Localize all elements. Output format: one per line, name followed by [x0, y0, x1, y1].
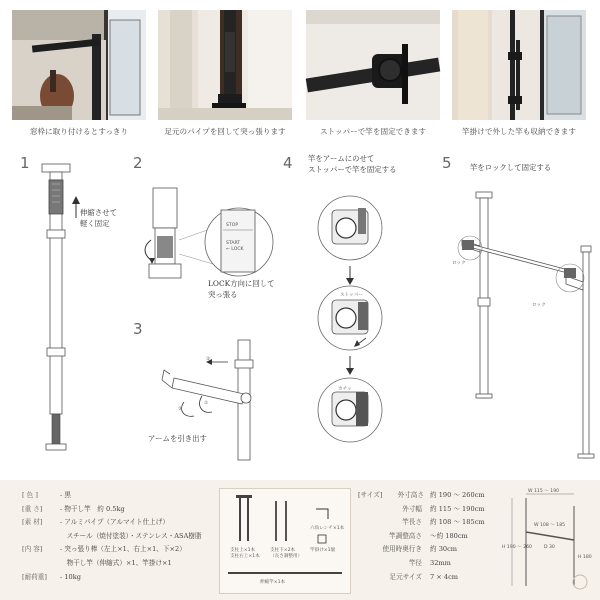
- step-3-number: 3: [133, 320, 143, 338]
- size-diagram-h: H 190 ～ 260: [502, 545, 532, 550]
- spec-key: [重 さ]: [22, 504, 43, 513]
- parts-diagram: [219, 488, 351, 594]
- size-row: [358, 503, 485, 517]
- parts-label-hanger: 竿掛け×1個: [310, 548, 336, 553]
- spec-key: [耐荷重]: [22, 572, 47, 581]
- step-1-note-line1: 伸縮させて: [80, 208, 117, 217]
- step-4-click-label: カチッ: [338, 387, 352, 392]
- size-diagram-d: D 30: [544, 545, 555, 550]
- size-key: 使用時奥行き: [382, 545, 422, 554]
- size-key: 竿径: [408, 558, 422, 567]
- size-key: [サイズ]: [358, 491, 383, 499]
- step-5-lock-label-right: ロック: [532, 303, 546, 308]
- spec-value: - 突っ張り棒（左上×1、右上×1、下×2）: [60, 545, 186, 554]
- spec-key: [素 材]: [22, 518, 43, 527]
- step-2-note-line1: LOCK方向に回して: [208, 279, 275, 288]
- step-3-mark-1: ①: [204, 401, 209, 406]
- spec-key: [22, 530, 60, 544]
- spec-row-contents: [22, 543, 202, 557]
- size-diagram-h-in: H 180: [578, 555, 592, 560]
- step-5-number: 5: [442, 154, 452, 172]
- size-value: 約 190 ～ 260cm: [430, 491, 485, 499]
- step-4-note: [308, 154, 396, 175]
- step-4-note-line1: 竿をアームにのせて: [308, 154, 375, 163]
- spec-row-material: [22, 516, 202, 530]
- size-row: [358, 557, 485, 571]
- photo-window-frame: [12, 10, 146, 120]
- step-4-stopper-label: ストッパー: [340, 293, 363, 298]
- spec-key: [内 容]: [22, 545, 43, 554]
- parts-label-top: 支柱上×1本: [230, 548, 256, 553]
- size-row: [358, 530, 485, 544]
- size-diagram-w-in: W 108 ～ 185: [534, 523, 566, 528]
- spec-value: - アルミパイプ（アルマイト仕上げ）: [60, 518, 169, 527]
- parts-label-rod: 伸縮竿×1本: [260, 580, 286, 585]
- size-list: [358, 489, 485, 584]
- parts-label-top-right: 支柱右上×1本: [230, 554, 260, 559]
- size-key: 足元サイズ: [389, 572, 422, 581]
- photo-caption-2: 足元のパイプを回して突っ張ります: [164, 127, 286, 136]
- spec-value: スチール（焼付塗装）・ステンレス・ASA樹脂: [60, 531, 202, 540]
- size-key: 竿調整高さ: [389, 531, 422, 540]
- spec-value: 物干し竿（伸縮式）×1、竿掛け×1: [60, 558, 172, 567]
- step-3-mark-2: ②: [206, 357, 211, 362]
- size-row: [358, 571, 485, 585]
- size-key: 竿長さ: [402, 518, 422, 527]
- spec-row-color: [22, 489, 202, 503]
- step-1-note: [80, 208, 117, 229]
- size-value: 7 × 4cm: [430, 572, 459, 581]
- photo-foot-pipe: [158, 10, 292, 120]
- spec-key: [ 色 ]: [22, 491, 38, 499]
- spec-row-weight: [22, 503, 202, 517]
- step-2-number: 2: [133, 154, 143, 172]
- step-2-note-line2: 突っ張る: [208, 289, 238, 299]
- spec-row-contents-cont: [22, 557, 202, 571]
- spec-key: [22, 557, 60, 571]
- photo-caption-1: 窓枠に取り付けるとすっきり: [29, 127, 129, 136]
- step-2-lock-label: ← LOCK: [226, 247, 244, 252]
- photo-caption-4: 竿掛けで外した竿も収納できます: [462, 127, 576, 136]
- spec-value: - 黒: [60, 491, 71, 499]
- size-diagram: [500, 488, 590, 592]
- step-5-illustration: [440, 188, 600, 468]
- spec-row-material-cont: [22, 530, 202, 544]
- spec-panel: [0, 480, 600, 600]
- parts-label-bottom: 支柱下×2本: [270, 548, 296, 553]
- size-diagram-w-top: W 115 ～ 190: [528, 489, 560, 494]
- spec-row-load: [22, 571, 202, 585]
- spec-left-list: [22, 489, 202, 584]
- spec-value: - 10kg: [60, 572, 81, 581]
- step-4-illustration: [306, 188, 396, 458]
- step-1-note-line2: 軽く固定: [80, 218, 110, 228]
- photo-stopper: [306, 10, 440, 120]
- step-2-note: [208, 279, 275, 300]
- parts-label-bottom-note: （長さ調整用）: [270, 554, 303, 559]
- step-1-number: 1: [20, 154, 30, 172]
- size-row: [358, 543, 485, 557]
- size-row: [358, 516, 485, 530]
- parts-label-wrench: 六角レンチ×1本: [310, 526, 345, 531]
- step-3-mark-3: ③: [178, 407, 183, 412]
- step-2-start-label: START: [226, 241, 241, 246]
- step-3-note: アームを引き出す: [148, 434, 207, 443]
- step-2-stop-label: STOP: [226, 223, 239, 228]
- step-4-number: 4: [283, 154, 293, 172]
- step-5-lock-label-left: ロック: [452, 261, 466, 266]
- size-key: 外寸高さ: [397, 491, 424, 499]
- spec-value: - 物干し竿 約 0.5kg: [60, 504, 125, 513]
- size-value: ～約 180cm: [430, 531, 468, 540]
- photo-rod-hanger: [452, 10, 586, 120]
- size-value: 約 108 ～ 185cm: [430, 518, 485, 527]
- step-1-illustration: [30, 160, 110, 460]
- photo-caption-3: ストッパーで竿を固定できます: [319, 127, 427, 136]
- size-value: 32mm: [430, 558, 451, 567]
- size-row-0: [358, 489, 485, 503]
- step-4-note-line2: ストッパーで竿を固定する: [308, 164, 397, 174]
- step-5-note: 竿をロックして固定する: [470, 163, 552, 172]
- size-value: 約 115 ～ 190cm: [430, 504, 485, 513]
- size-key: 外寸幅: [402, 504, 422, 513]
- size-value: 約 30cm: [430, 545, 458, 554]
